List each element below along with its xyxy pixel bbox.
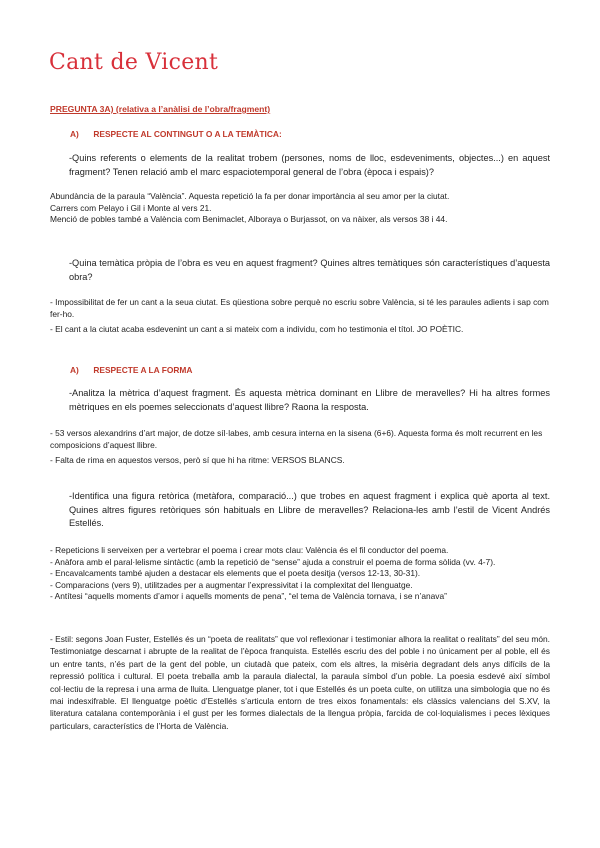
section-form-heading: [70, 365, 192, 375]
answer-line: Abundància de la paraula “València”. Aquesta repetició la fa per donar importància al seu amor per la ciutat.: [50, 191, 450, 201]
answer-item: - Antítesi “aquells moments d’amor i aquells moments de pena”, “el tema de València tornava, i se n’anava”: [50, 591, 447, 602]
question-heading: PREGUNTA 3A) (relativa a l’anàlisi de l’obra/fragment): [50, 104, 271, 114]
answer-figures: [50, 545, 550, 603]
section-content-heading: [70, 129, 282, 139]
answer-item: - Anàfora amb el paral·lelisme sintàctic (amb la repetició de “sense” ajuda a construir el poema de forma sòlida (vv. 4-7).: [50, 556, 496, 567]
answer-tematica: [50, 297, 550, 336]
section-marker: A): [70, 365, 79, 375]
answer-line: Menció de pobles també a València com Benimaclet, Alboraya o Burjassot, on va nàixer, als versos 38 i 44.: [50, 214, 448, 225]
answer-metrica: [50, 428, 550, 467]
answer-item: - Repeticions li serveixen per a vertebrar el poema i crear mots clau: València és el fil conductor del poema.: [50, 545, 449, 555]
section-marker: A): [70, 129, 79, 139]
question-metrica: -Analitza la mètrica d’aquest fragment. És aquesta mètrica dominant en Llibre de meravelles? Hi ha altres formes mètriques en els poemes seleccionats d’aquest llibre? Raona la resposta.: [69, 388, 550, 412]
answer-item: - Comparacions (vers 9), utilitzades per a augmentar l’expressivitat i la complexitat del llenguatge.: [50, 579, 413, 590]
section-label: RESPECTE A LA FORMA: [93, 365, 193, 375]
answer-item: - Impossibilitat de fer un cant a la seua ciutat. Es qüestiona sobre perquè no escriu sobre València, si té les paraules adients i sap com fer-ho.: [50, 297, 549, 319]
answer-item: - El cant a la ciutat acaba esdevenint un cant a si mateix com a individu, com ho testimonia el títol. JO POÈTIC.: [50, 324, 464, 335]
answer-item: - Encavalcaments també ajuden a destacar els elements que el poeta desitja (versos 12-13, 30-31).: [50, 568, 421, 579]
answer-referents: [50, 191, 550, 226]
answer-estil: - Estil: segons Joan Fuster, Estellés és un “poeta de realitats” que vol reflexionar i testimoniar alhora la realitat o realitats” del seu món. Testimoniatge descarnat i abrupte de la realitat de l’època franquista. Estellés escriu des del poble i no únicament per al poble, ell és un entre tants, n’és part de la gent del poble, un ciutadà que pateix, com els altres, la misèria degradant dels anys difícils de la repressió política i cultural. El poeta treballa amb la paraula dialectal, la paraula símbol d’un poble. La poesia esdevé així símbol col·lectiu de la represa i una arma de lluita. Llenguatge planer, tot i que Estellés és un poeta culte, on utilitza una simbologia que no és mai indesxifrable. El llenguatge poètic d’Estellés s’articula entorn de tres eixos fonamentals: els clàssics valencians del S.XV, la literatura catalana contemporània i el gust per les formes dialectals de la llengua pròpia, farcida de col·loquialismes i peces lèxiques particulars, característics de l’Horta de València.: [50, 634, 550, 731]
answer-item: - 53 versos alexandrins d’art major, de dotze síl·labes, amb cesura interna en la sisena (6+6). Aquesta forma és molt recurrent en les composicions d’aquest llibre.: [50, 428, 543, 450]
question-referents: -Quins referents o elements de la realitat trobem (persones, noms de lloc, esdeveniments, objectes...) en aquest fragment? Tenen relació amb el marc espaciotemporal general de l’obra (època i espais)?: [69, 153, 550, 177]
question-tematica: -Quina temàtica pròpia de l’obra es veu en aquest fragment? Quines altres temàtiques són característiques d’aquesta obra?: [69, 258, 550, 282]
question-figures: -Identifica una figura retòrica (metàfora, comparació...) que trobes en aquest fragment i explica què aporta al text. Quines altres figures retòriques són habituals en Llibre de meravelles? Relaciona-les amb l’estil de Vicent Andrés Estellés.: [69, 491, 550, 528]
answer-item: - Falta de rima en aquestos versos, però sí que hi ha ritme: VERSOS BLANCS.: [50, 455, 345, 466]
answer-line: Carrers com Pelayo i Gil i Monte al vers 21.: [50, 202, 212, 213]
section-label: RESPECTE AL CONTINGUT O A LA TEMÀTICA:: [93, 129, 282, 139]
document-title: Cant de Vicent: [49, 50, 219, 75]
